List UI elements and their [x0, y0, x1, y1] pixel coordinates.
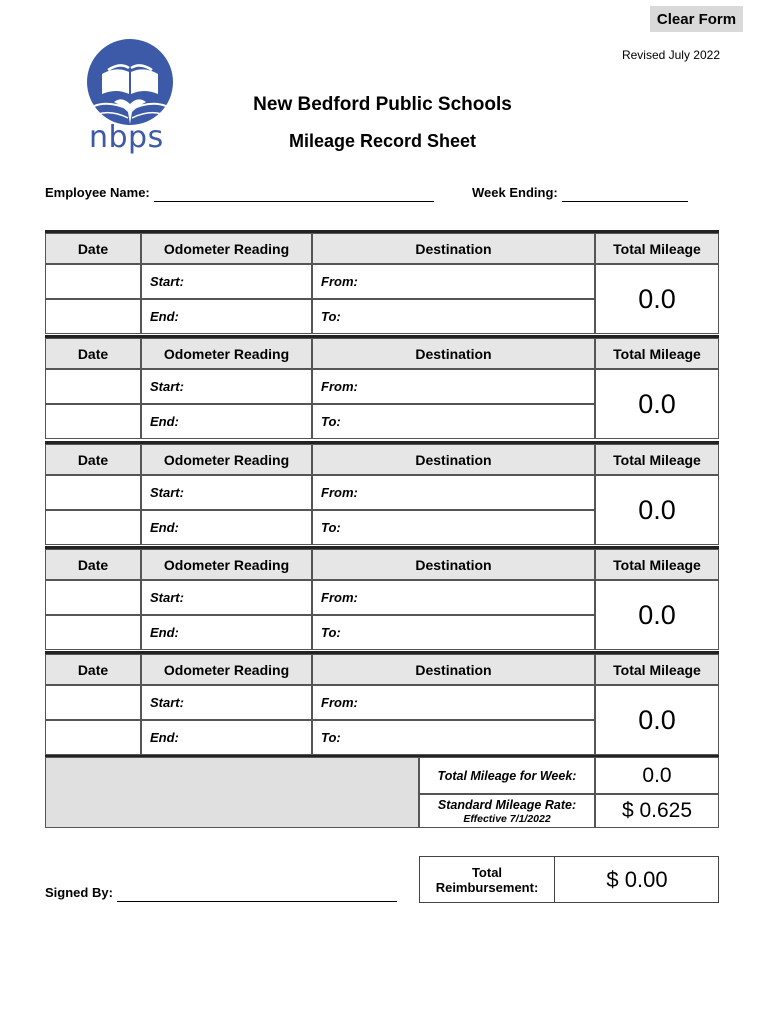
odometer-header: Odometer Reading — [141, 654, 312, 685]
odometer-header: Odometer Reading — [141, 233, 312, 264]
employee-name-line[interactable] — [154, 187, 434, 202]
total-mileage-header: Total Mileage — [595, 233, 719, 264]
odometer-start-input[interactable] — [141, 264, 312, 299]
odometer-header: Odometer Reading — [141, 549, 312, 580]
odometer-start-input[interactable] — [141, 685, 312, 720]
from-label: From: — [321, 695, 358, 710]
destination-header: Destination — [312, 233, 595, 264]
page-subtitle: Mileage Record Sheet — [288, 131, 477, 151]
mileage-entry — [45, 549, 719, 653]
date-input[interactable] — [45, 615, 141, 650]
destination-header: Destination — [312, 549, 595, 580]
odometer-end-input[interactable] — [141, 299, 312, 334]
date-input[interactable] — [45, 264, 141, 299]
total-mileage-value: 0.0 — [595, 264, 719, 334]
destination-from-input[interactable] — [312, 264, 595, 299]
mileage-rate-value: $ 0.625 — [595, 794, 719, 828]
mileage-entry — [45, 444, 719, 548]
total-reimbursement-label — [420, 857, 555, 902]
date-header: Date — [45, 549, 141, 580]
signed-by-line[interactable] — [117, 887, 397, 902]
destination-to-input[interactable] — [312, 720, 595, 755]
destination-to-input[interactable] — [312, 299, 595, 334]
total-mileage-header: Total Mileage — [595, 338, 719, 369]
total-mileage-header: Total Mileage — [595, 654, 719, 685]
reimb-label-line2: Reimbursement: — [435, 879, 539, 895]
start-label: Start: — [150, 274, 184, 289]
date-input[interactable] — [45, 404, 141, 439]
odometer-start-input[interactable] — [141, 369, 312, 404]
logo-text: nbps — [89, 120, 164, 155]
signed-by-label: Signed By: — [45, 885, 113, 900]
odometer-end-input[interactable] — [141, 510, 312, 545]
table-bottom-divider — [45, 755, 719, 757]
end-label: End: — [150, 309, 179, 324]
date-input[interactable] — [45, 369, 141, 404]
from-label: From: — [321, 274, 358, 289]
from-label: From: — [321, 485, 358, 500]
mileage-entry — [45, 338, 719, 442]
total-mileage-value: 0.0 — [595, 685, 719, 755]
week-ending-label: Week Ending: — [472, 185, 558, 200]
total-reimbursement-value: $ 0.00 — [606, 866, 668, 892]
employee-name-field[interactable] — [45, 184, 434, 202]
from-label: From: — [321, 379, 358, 394]
total-mileage-value: 0.0 — [595, 580, 719, 650]
date-input[interactable] — [45, 720, 141, 755]
start-label: Start: — [150, 485, 184, 500]
from-label: From: — [321, 590, 358, 605]
page-title: New Bedford Public Schools — [253, 94, 512, 115]
destination-header: Destination — [312, 444, 595, 475]
week-ending-field[interactable] — [472, 184, 688, 202]
destination-header: Destination — [312, 338, 595, 369]
end-label: End: — [150, 520, 179, 535]
odometer-header: Odometer Reading — [141, 338, 312, 369]
destination-from-input[interactable] — [312, 685, 595, 720]
mileage-rate-cell — [419, 794, 595, 828]
employee-name-label: Employee Name: — [45, 185, 150, 200]
to-label: To: — [321, 730, 341, 745]
mileage-rate-label: Standard Mileage Rate: — [437, 798, 577, 812]
total-mileage-header: Total Mileage — [595, 444, 719, 475]
destination-from-input[interactable] — [312, 580, 595, 615]
start-label: Start: — [150, 590, 184, 605]
date-header: Date — [45, 444, 141, 475]
date-input[interactable] — [45, 475, 141, 510]
to-label: To: — [321, 309, 341, 324]
date-header: Date — [45, 654, 141, 685]
total-mileage-header: Total Mileage — [595, 549, 719, 580]
odometer-end-input[interactable] — [141, 720, 312, 755]
total-week-label: Total Mileage for Week: — [419, 757, 595, 794]
date-input[interactable] — [45, 685, 141, 720]
start-label: Start: — [150, 379, 184, 394]
odometer-end-input[interactable] — [141, 615, 312, 650]
end-label: End: — [150, 730, 179, 745]
odometer-header: Odometer Reading — [141, 444, 312, 475]
clear-form-button[interactable]: Clear Form — [650, 6, 743, 32]
total-mileage-value: 0.0 — [595, 475, 719, 545]
date-input[interactable] — [45, 299, 141, 334]
week-ending-line[interactable] — [562, 187, 688, 202]
mileage-entry — [45, 233, 719, 337]
start-label: Start: — [150, 695, 184, 710]
destination-from-input[interactable] — [312, 475, 595, 510]
signed-by-field[interactable] — [45, 884, 397, 902]
date-header: Date — [45, 338, 141, 369]
destination-header: Destination — [312, 654, 595, 685]
revised-date: Revised July 2022 — [621, 48, 720, 62]
destination-from-input[interactable] — [312, 369, 595, 404]
total-reimbursement-box — [419, 856, 719, 903]
reimb-label-line1: Total — [471, 864, 503, 880]
date-input[interactable] — [45, 580, 141, 615]
end-label: End: — [150, 625, 179, 640]
total-mileage-value: 0.0 — [595, 369, 719, 439]
date-input[interactable] — [45, 510, 141, 545]
odometer-start-input[interactable] — [141, 580, 312, 615]
destination-to-input[interactable] — [312, 510, 595, 545]
odometer-start-input[interactable] — [141, 475, 312, 510]
summary-blank-area — [45, 757, 419, 828]
odometer-end-input[interactable] — [141, 404, 312, 439]
date-header: Date — [45, 233, 141, 264]
destination-to-input[interactable] — [312, 404, 595, 439]
mileage-entry — [45, 654, 719, 758]
destination-to-input[interactable] — [312, 615, 595, 650]
end-label: End: — [150, 414, 179, 429]
to-label: To: — [321, 520, 341, 535]
to-label: To: — [321, 625, 341, 640]
mileage-rate-effective: Effective 7/1/2022 — [463, 813, 551, 825]
to-label: To: — [321, 414, 341, 429]
total-week-value: 0.0 — [595, 757, 719, 794]
